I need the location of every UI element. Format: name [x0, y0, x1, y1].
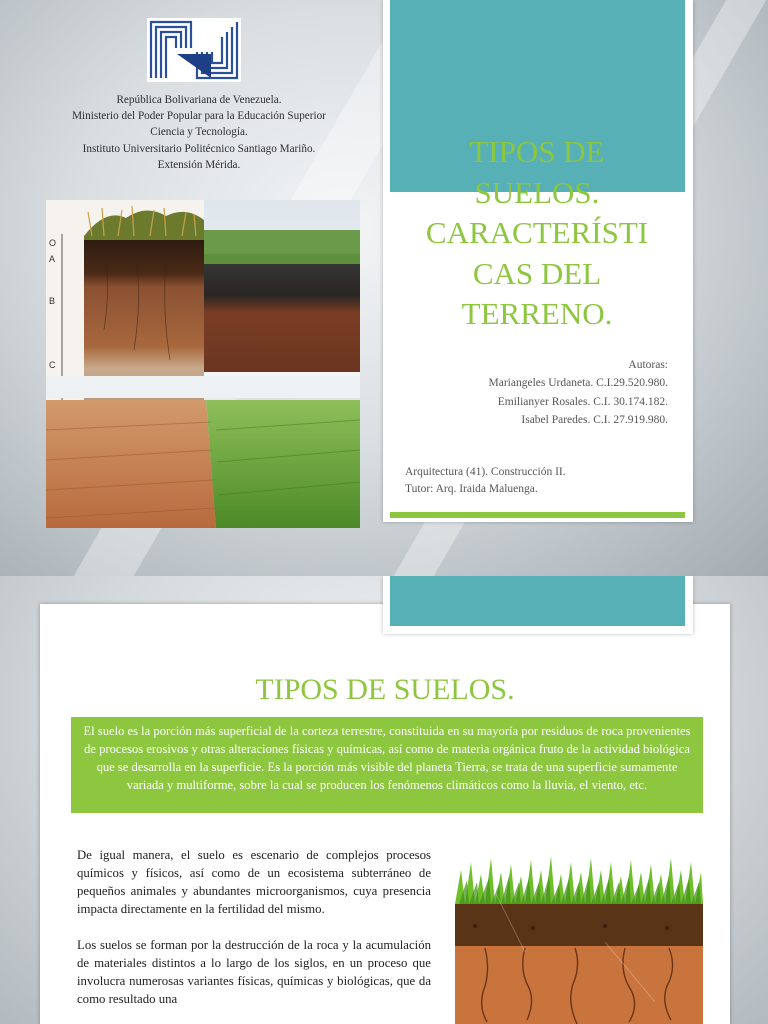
title-line: TIPOS DE — [469, 134, 605, 169]
soil-profile-image — [46, 200, 360, 528]
body-text — [77, 846, 431, 1024]
title-line: CARACTERÍSTI — [425, 215, 649, 250]
institution-line: Instituto Universitario Politécnico Santiago Mariño. — [82, 142, 316, 155]
title-line: CAS DEL — [472, 255, 602, 291]
tutor-line: Tutor: Arq. Iraida Maluenga. — [405, 483, 538, 495]
institute-logo — [147, 18, 241, 82]
institution-line: Ciencia y Tecnología. — [150, 126, 248, 139]
accent-bar — [390, 512, 685, 518]
authors-block — [400, 356, 668, 430]
horizon-label-c: C — [49, 360, 56, 370]
intro-box: El suelo es la porción más superficial de la corteza terrestre, constituida en su mayoría por residuos de roca provenientes de procesos erosivos y otras alteraciones físicas y químicas, así como de materia orgánica fruto de la actividad biológica que se desarrolla en la superficie. Es la porción más visible del planeta Tierra, se trata de una superficie sumamente variada y multiforme, sobre la cual se producen los fenómenos climáticos como la lluvia, el viento, etc. — [71, 717, 703, 813]
horizon-label-a: A — [49, 254, 56, 264]
horizon-label-o: O — [49, 238, 57, 248]
authors-label: Autoras: — [628, 359, 668, 371]
institution-header — [40, 92, 358, 173]
author-line: Mariangeles Urdaneta. C.I.29.520.980. — [488, 377, 668, 390]
title-line: SUELOS. — [474, 174, 600, 210]
content-slide — [0, 576, 768, 1024]
institution-line: Extensión Mérida. — [157, 158, 241, 171]
section-title: TIPOS DE SUELOS. — [255, 673, 515, 706]
presentation-title — [392, 132, 682, 335]
institution-line: República Bolivariana de Venezuela. — [116, 94, 282, 106]
paragraph: De igual manera, el suelo es escenario de complejos procesos químicos y físicos, así como de un ecosistema subterráneo de pequeños animales y abundantes microorganismos, cuya presencia impacta directamente en la fertilidad del mismo. — [77, 848, 431, 916]
author-line: Isabel Paredes. C.I. 27.919.980. — [521, 414, 668, 427]
course-line: Arquitectura (41). Construcción II. — [405, 466, 566, 478]
title-line: TERRENO. — [461, 296, 613, 331]
institution-line: Ministerio del Poder Popular para la Educación Superior — [72, 110, 326, 123]
course-info — [405, 464, 685, 498]
author-line: Emilianyer Rosales. C.I. 30.174.182. — [497, 395, 668, 408]
teal-header-block — [390, 576, 685, 626]
horizon-label-b: B — [49, 296, 56, 306]
soil-layers-illustration — [455, 852, 703, 1024]
paragraph: Los suelos se forman por la destrucción de la roca y la acumulación de materiales distintos a lo largo de los siglos, en un proceso que involucra numerosas variantes físicas, químicas y biológicas, que da como resultado una — [77, 938, 431, 1006]
